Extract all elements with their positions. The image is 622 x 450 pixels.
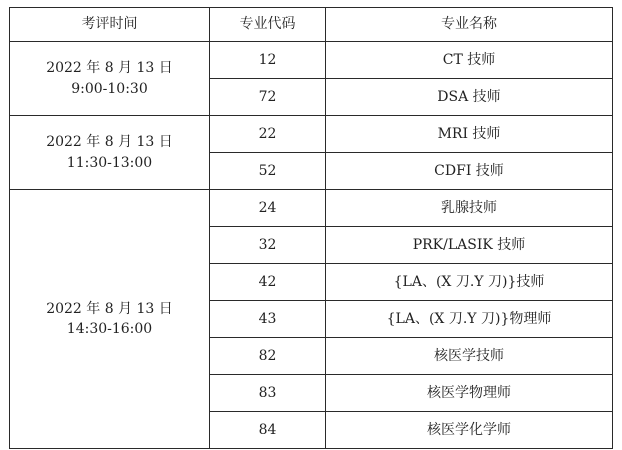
table-row	[10, 116, 613, 153]
major-code: 52	[210, 153, 326, 190]
major-code: 83	[210, 375, 326, 412]
major-code: 42	[210, 264, 326, 301]
major-name: CT 技师	[326, 42, 613, 79]
major-code: 32	[210, 227, 326, 264]
exam-time-cell	[10, 42, 210, 116]
exam-date: 2022 年 8 月 13 日	[46, 134, 173, 151]
exam-time-cell	[10, 190, 210, 449]
major-code: 72	[210, 79, 326, 116]
major-name: MRI 技师	[326, 116, 613, 153]
major-code: 43	[210, 301, 326, 338]
major-code: 24	[210, 190, 326, 227]
exam-time-cell	[10, 116, 210, 190]
header-row	[10, 8, 613, 42]
exam-time-range: 9:00-10:30	[71, 80, 148, 97]
exam-schedule-table	[9, 7, 613, 449]
exam-date: 2022 年 8 月 13 日	[46, 60, 173, 77]
major-name: PRK/LASIK 技师	[326, 227, 613, 264]
major-code: 84	[210, 412, 326, 449]
table-row	[10, 190, 613, 227]
major-name: 核医学化学师	[326, 412, 613, 449]
major-code: 12	[210, 42, 326, 79]
major-name: 乳腺技师	[326, 190, 613, 227]
header-major-name: 专业名称	[326, 8, 613, 42]
exam-time-range: 14:30-16:00	[66, 321, 153, 337]
major-code: 82	[210, 338, 326, 375]
major-name: CDFI 技师	[326, 153, 613, 190]
major-code: 22	[210, 116, 326, 153]
major-name: {LA、(X 刀.Y 刀)}物理师	[326, 301, 613, 338]
header-exam-time: 考评时间	[10, 8, 210, 42]
major-name: {LA、(X 刀.Y 刀)}技师	[326, 264, 613, 301]
exam-time-range: 11:30-13:00	[66, 154, 153, 171]
table-row	[10, 42, 613, 79]
major-name: 核医学技师	[326, 338, 613, 375]
exam-date: 2022 年 8 月 13 日	[46, 300, 173, 317]
major-name: 核医学物理师	[326, 375, 613, 412]
major-name: DSA 技师	[326, 79, 613, 116]
header-major-code: 专业代码	[210, 8, 326, 42]
